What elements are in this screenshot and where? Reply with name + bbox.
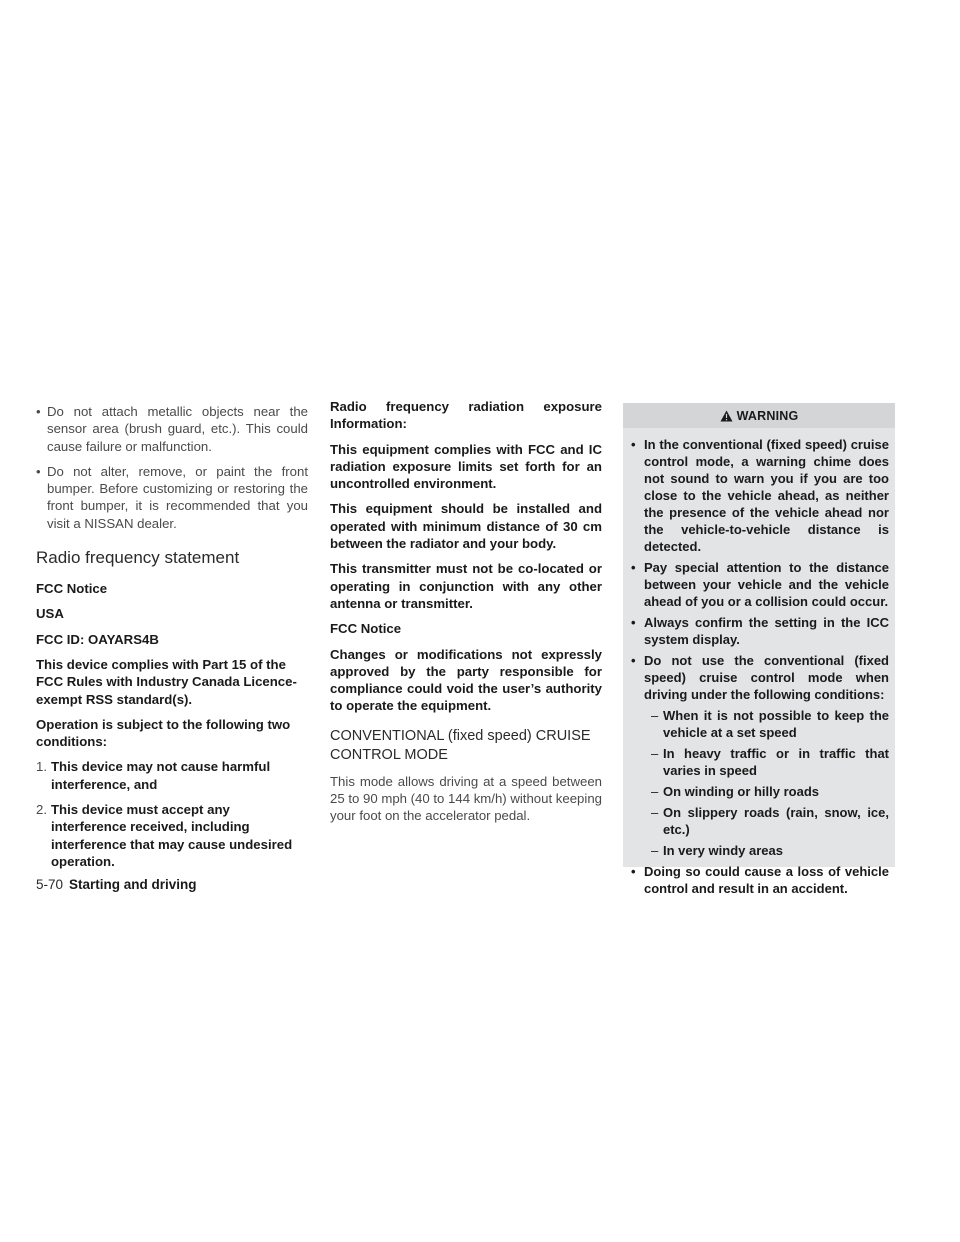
condition-number: 1. [36, 759, 47, 775]
warning-item-text: Always confirm the setting in the ICC system display. [644, 615, 889, 647]
warning-triangle-icon [720, 410, 733, 422]
warning-condition [631, 783, 889, 800]
bullet-text: Do not attach metallic objects near the sensor area (brush guard, etc.). This could cause failure or malfunction. [47, 404, 308, 454]
warning-item [631, 436, 889, 555]
warning-item [631, 652, 889, 703]
cruise-control-title: CONVENTIONAL (fixed speed) CRUISE CONTROL MODE [330, 727, 591, 763]
bullet-text: Do not alter, remove, or paint the front bumper. Before customizing or restoring the front bumper, it is recommended that you visit a NISSAN dealer. [47, 463, 308, 531]
warning-condition-text: On winding or hilly roads [663, 784, 820, 799]
warning-item [631, 614, 889, 648]
warning-condition [631, 804, 889, 838]
bullet-dot: • [631, 864, 636, 879]
bullet-dot: • [631, 615, 636, 630]
warning-item [631, 559, 889, 610]
exposure-title: Radio frequency radiation exposure Information: [330, 399, 602, 432]
fcc-notice-heading: FCC Notice [36, 581, 108, 597]
warning-header [623, 403, 895, 428]
exposure-paragraph-2: This equipment should be installed and operated with minimum distance of 30 cm between the radiator and your body. [330, 501, 602, 552]
usa-heading: USA [36, 606, 64, 622]
bullet-dot: • [631, 653, 636, 668]
exposure-paragraph-3: This transmitter must not be co-located or operating in conjunction with any other antenna or transmitter. [330, 561, 602, 611]
bullet-dot: • [36, 404, 41, 419]
left-column [36, 398, 308, 878]
warning-body [623, 428, 895, 897]
page-footer [36, 877, 197, 892]
warning-condition [631, 707, 889, 741]
chapter-title: Starting and driving [69, 877, 197, 892]
condition-text: This device must accept any interference received, including interference that may cause undesired operation. [51, 802, 293, 869]
dash-marker: – [651, 843, 659, 858]
warning-item-text: In the conventional (fixed speed) cruise control mode, a warning chime does not sound to warn you if you are too close to the vehicle ahead, as neither the presence of the vehicle ahead nor the vehicle-to-vehicle distance is detected. [644, 437, 889, 554]
condition-item-2 [36, 801, 308, 870]
dash-marker: – [651, 784, 659, 799]
warning-condition-text: In very windy areas [663, 843, 783, 858]
changes-statement: Changes or modifications not expressly approved by the party responsible for compliance could void the user’s authority to operate the equipment. [330, 646, 602, 714]
warning-item-text: Doing so could cause a loss of vehicle control and result in an accident. [644, 864, 889, 896]
warning-item-text: Pay special attention to the distance between your vehicle and the vehicle ahead of you or a collision could occur. [644, 560, 889, 609]
operation-statement: Operation is subject to the following two conditions: [36, 716, 291, 750]
dash-marker: – [651, 805, 659, 820]
dash-marker: – [651, 746, 659, 761]
warning-box [623, 403, 895, 896]
bullet-dot: • [631, 560, 636, 575]
page-number: 5-70 [36, 877, 64, 892]
warning-condition [631, 842, 889, 859]
warning-condition [631, 745, 889, 779]
warning-item-final [631, 863, 889, 897]
condition-text: This device may not cause harmful interference, and [51, 759, 271, 792]
bullet-dot: • [631, 437, 636, 452]
condition-number: 2. [36, 802, 47, 818]
warning-condition-text: On slippery roads (rain, snow, ice, etc.) [663, 805, 889, 837]
exposure-paragraph-1: This equipment complies with FCC and IC radiation exposure limits set forth for an uncontrolled environment. [330, 441, 602, 492]
compliance-statement: This device complies with Part 15 of the FCC Rules with Industry Canada Licence-exempt RSS standard(s). [36, 656, 297, 707]
middle-column [330, 398, 602, 833]
warning-condition-text: In heavy traffic or in traffic that varies in speed [663, 746, 889, 778]
bullet-front-bumper [36, 463, 308, 532]
warning-heading-label: WARNING [736, 408, 799, 423]
warning-item-text: Do not use the conventional (fixed speed) cruise control mode when driving under the following conditions: [644, 653, 889, 702]
section-title-radio-frequency: Radio frequency statement [36, 548, 240, 568]
bullet-metallic-objects [36, 403, 308, 455]
fcc-notice-heading-2: FCC Notice [330, 621, 402, 637]
dash-marker: – [651, 708, 659, 723]
fcc-id: FCC ID: OAYARS4B [36, 631, 159, 647]
warning-condition-text: When it is not possible to keep the vehicle at a set speed [663, 708, 889, 740]
bullet-dot: • [36, 463, 41, 479]
cruise-control-text: This mode allows driving at a speed between 25 to 90 mph (40 to 144 km/h) without keeping your foot on the accelerator pedal. [330, 773, 602, 824]
condition-item-1 [36, 758, 308, 793]
